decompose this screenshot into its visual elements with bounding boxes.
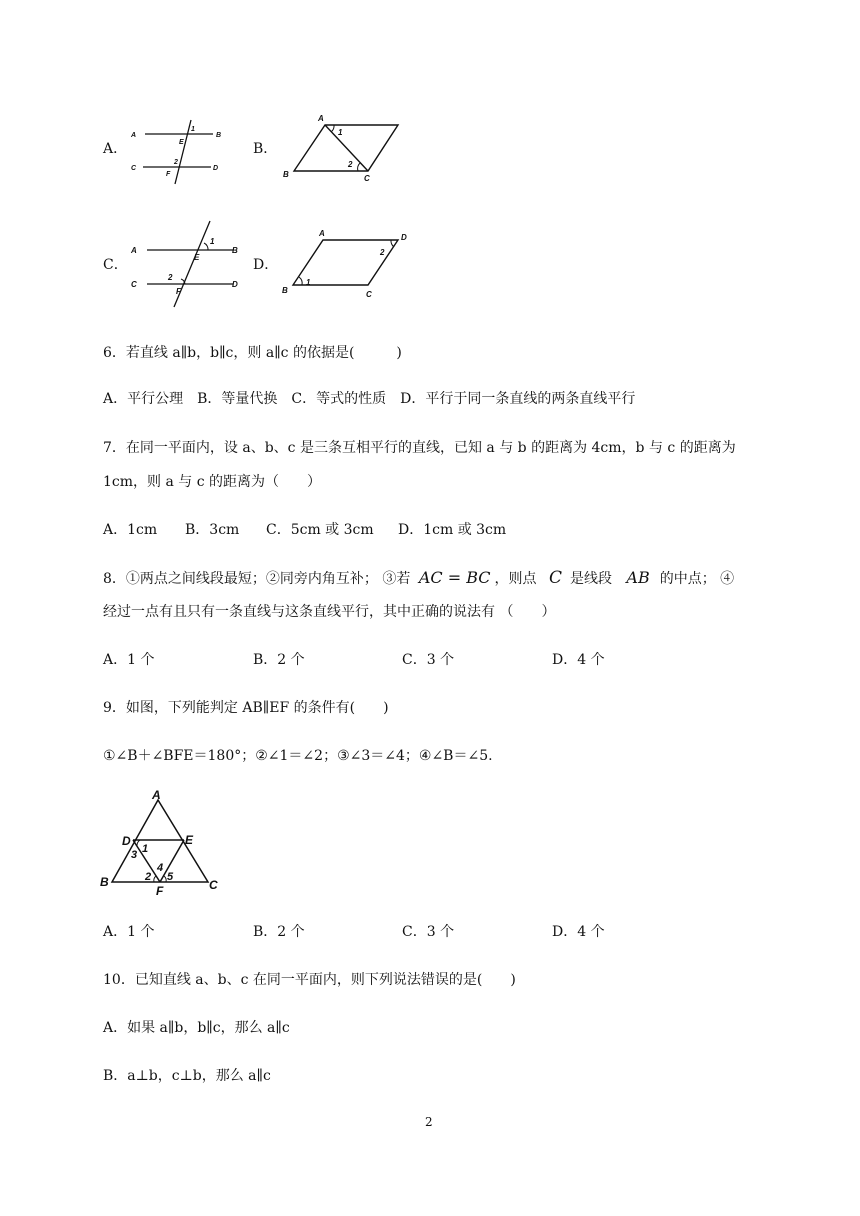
fig-c-label-B: B	[232, 246, 238, 255]
q10-option-b[interactable]: B．a⊥b，c⊥b，那么 a∥c	[103, 1068, 271, 1084]
fig-d-label-C: C	[366, 290, 372, 299]
fig-b-label-C: C	[364, 174, 370, 183]
fig-b-label-A: A	[318, 114, 324, 123]
fig-q9-label-F: F	[156, 884, 164, 898]
q7-stem-line1: 7．在同一平面内，设 a、b、c 是三条互相平行的直线，已知 a 与 b 的距离为 4cm，b 与 c 的距离为	[103, 440, 736, 456]
q7-option-d[interactable]: D．1cm 或 3cm	[398, 522, 507, 538]
q7-option-c[interactable]: C．5cm 或 3cm	[266, 522, 374, 538]
page-number: 2	[425, 1115, 433, 1129]
q8-option-d[interactable]: D．4 个	[552, 652, 605, 668]
fig-q9-label-2: 2	[145, 871, 152, 883]
q7-stem-line2: 1cm，则 a 与 c 的距离为（ ）	[103, 474, 322, 490]
fig-a-label-B: B	[216, 132, 222, 139]
fig-c-label-A: A	[131, 246, 137, 255]
option-b-label[interactable]: B．	[253, 141, 278, 157]
fig-b-label-1: 1	[338, 128, 343, 137]
q8-math-c: C	[548, 568, 562, 588]
q10-option-a[interactable]: A．如果 a∥b，b∥c，那么 a∥c	[103, 1020, 290, 1036]
fig-q9-label-1: 1	[142, 843, 149, 855]
option-d-label[interactable]: D．	[253, 257, 279, 273]
fig-q9-label-A: A	[152, 788, 161, 802]
fig-c-label-2: 2	[168, 273, 173, 282]
option-c-label[interactable]: C．	[103, 257, 128, 273]
fig-a-label-E: E	[179, 139, 184, 146]
figure-option-d	[278, 225, 418, 300]
fig-b-label-2: 2	[348, 160, 353, 169]
q9-option-a[interactable]: A．1 个	[103, 924, 155, 940]
fig-c-label-E: E	[194, 253, 200, 262]
q9-stem: 9．如图，下列能判定 AB∥EF 的条件有( )	[103, 700, 389, 716]
q9-option-d[interactable]: D．4 个	[552, 924, 605, 940]
fig-d-label-B: B	[282, 286, 288, 295]
q8-option-b[interactable]: B．2 个	[253, 652, 305, 668]
fig-q9-label-D: D	[122, 834, 131, 848]
q9-option-b[interactable]: B．2 个	[253, 924, 305, 940]
q8-math-ac-bc: AC = BC	[418, 568, 491, 587]
q7-option-b[interactable]: B．3cm	[185, 522, 240, 538]
fig-a-label-C: C	[131, 165, 137, 172]
option-a-label[interactable]: A．	[103, 141, 128, 157]
fig-d-label-2: 2	[380, 248, 385, 257]
fig-c-label-1: 1	[210, 237, 215, 246]
fig-q9-label-C: C	[209, 878, 218, 892]
fig-q9-label-5: 5	[167, 871, 174, 883]
fig-a-label-2: 2	[174, 159, 178, 166]
fig-q9-label-B: B	[100, 875, 109, 889]
q10-stem: 10．已知直线 a、b、c 在同一平面内，则下列说法错误的是( )	[103, 972, 516, 988]
fig-a-label-D: D	[213, 165, 219, 172]
q8-stem-line1	[103, 568, 734, 589]
figure-option-a	[125, 116, 225, 186]
fig-a-label-A: A	[131, 132, 137, 139]
q6-options[interactable]: A．平行公理 B．等量代换 C．等式的性质 D．平行于同一条直线的两条直线平行	[103, 391, 636, 407]
q8-option-c[interactable]: C．3 个	[402, 652, 455, 668]
fig-c-label-F: F	[176, 287, 181, 296]
q8-part4: 的中点； ④	[659, 571, 735, 587]
q8-math-ab: AB	[626, 568, 650, 587]
q8-stem-line2: 经过一点有且只有一条直线与这条直线平行，其中正确的说法有 （ ）	[103, 604, 556, 620]
q9-conditions: ①∠B＋∠BFE＝180°；②∠1＝∠2；③∠3＝∠4；④∠B＝∠5.	[103, 748, 493, 764]
q8-part2: ，则点	[494, 571, 537, 587]
q7-option-a[interactable]: A．1cm	[103, 522, 158, 538]
q8-part1: 8．①两点之间线段最短；②同旁内角互补； ③若	[103, 571, 411, 587]
fig-q9-label-E: E	[185, 833, 194, 847]
fig-c-label-C: C	[131, 280, 137, 289]
q8-part3: 是线段	[569, 571, 612, 587]
fig-q9-label-3: 3	[131, 849, 138, 861]
figure-option-c	[125, 215, 250, 310]
fig-a-label-F: F	[166, 171, 171, 178]
fig-d-label-A: A	[319, 229, 325, 238]
q8-option-a[interactable]: A．1 个	[103, 652, 155, 668]
figure-q9-triangle	[96, 786, 226, 898]
fig-q9-label-4: 4	[157, 862, 164, 874]
fig-d-label-1: 1	[306, 278, 311, 287]
fig-c-label-D: D	[232, 280, 238, 289]
fig-d-label-D: D	[401, 233, 407, 242]
fig-a-label-1: 1	[191, 126, 195, 133]
q9-option-c[interactable]: C．3 个	[402, 924, 455, 940]
q6-stem: 6．若直线 a∥b，b∥c，则 a∥c 的依据是( )	[103, 345, 402, 361]
figure-option-b	[278, 110, 408, 185]
fig-b-label-B: B	[283, 170, 289, 179]
